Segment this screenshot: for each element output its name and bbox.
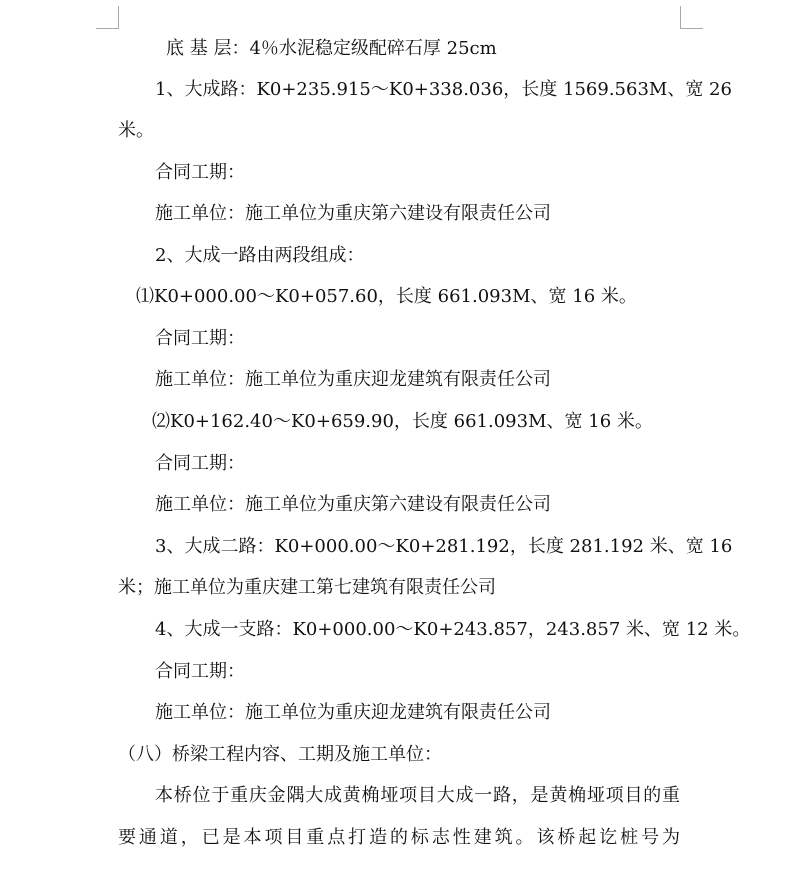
contract-period-line: 合同工期： [155, 453, 245, 474]
right-margin-corner-mark [680, 6, 703, 29]
road-1-description: 1、大成路：K0+235.915～K0+338.036，长度 1569.563M、宽 26 [155, 79, 732, 100]
road-3-description: 3、大成二路：K0+000.00～K0+281.192，长度 281.192 米、宽 16 [155, 536, 733, 557]
section-heading-bridge-works: （八）桥梁工程内容、工期及施工单位： [118, 744, 442, 765]
subbase-layer-line: 底 基 层：4％水泥稳定级配碎石厚 25cm [166, 38, 497, 59]
road-4-description: 4、大成一支路：K0+000.00～K0+243.857，243.857 米、宽 12 米。 [155, 619, 751, 640]
construction-unit-line: 施工单位：施工单位为重庆第六建设有限责任公司 [155, 494, 551, 515]
bridge-paragraph-line-2: 要通道，已是本项目重点打造的标志性建筑。该桥起讫桩号为 [118, 827, 680, 848]
road-2-section-2: ⑵K0+162.40～K0+659.90，长度 661.093M、宽 16 米。 [152, 411, 653, 432]
left-margin-corner-mark [96, 6, 119, 29]
contract-period-line: 合同工期： [155, 661, 245, 682]
construction-unit-line: 施工单位：施工单位为重庆第六建设有限责任公司 [155, 203, 551, 224]
road-2-section-1: ⑴K0+000.00～K0+057.60，长度 661.093M、宽 16 米。 [136, 286, 637, 307]
construction-unit-line: 施工单位：施工单位为重庆迎龙建筑有限责任公司 [155, 369, 551, 390]
construction-unit-line: 施工单位：施工单位为重庆迎龙建筑有限责任公司 [155, 702, 551, 723]
bridge-paragraph-line-1: 本桥位于重庆金隅大成黄桷垭项目大成一路，是黄桷垭项目的重 [155, 785, 680, 806]
road-3-description-continued: 米；施工单位为重庆建工第七建筑有限责任公司 [118, 577, 496, 598]
road-2-heading: 2、大成一路由两段组成： [155, 245, 365, 266]
contract-period-line: 合同工期： [155, 328, 245, 349]
contract-period-line: 合同工期： [155, 162, 245, 183]
road-1-description-continued: 米。 [118, 120, 154, 141]
